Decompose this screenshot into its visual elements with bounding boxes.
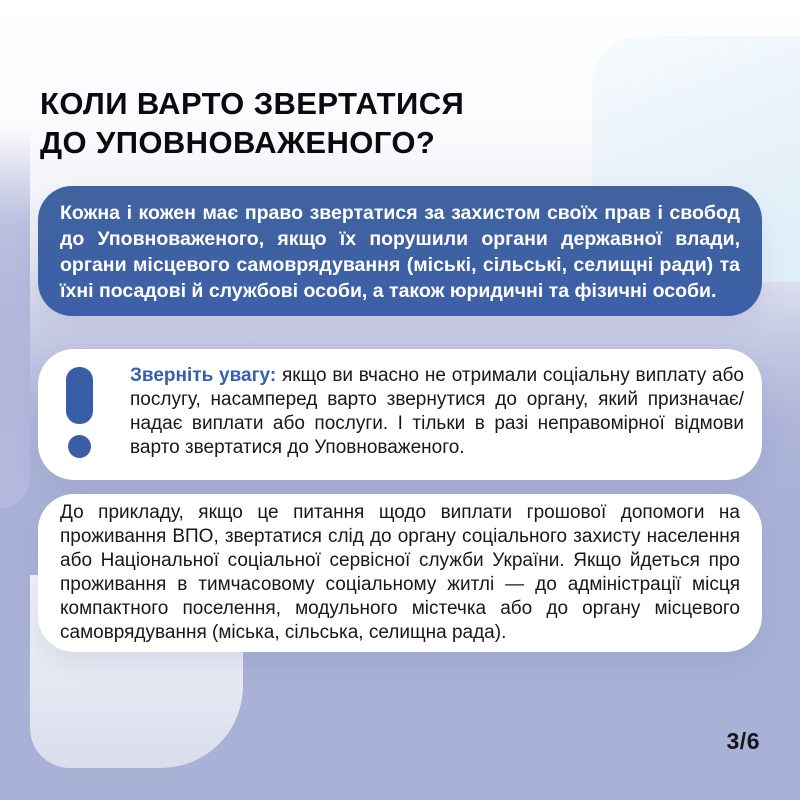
page-title [40, 84, 464, 162]
exclamation-dot [68, 435, 91, 458]
page-title-line1: КОЛИ ВАРТО ЗВЕРТАТИСЯ [40, 86, 465, 121]
intro-box [38, 186, 762, 316]
left-accent-shape [0, 128, 30, 508]
exclamation-icon [66, 367, 93, 459]
example-box [38, 494, 762, 652]
page-title-line2: ДО УПОВНОВАЖЕНОГО? [40, 125, 436, 160]
intro-text: Кожна і кожен має право звертатися за захистом своїх прав і свобод до Уповноваженого, якщо їх порушили органи державної влади, органи місцевого самоврядування (міські, сільські, селищні ради) та їхні посадові й службові особи, а також юридичні та фізичні особи. [60, 202, 740, 302]
exclamation-bar [66, 367, 93, 424]
attention-body: якщо ви вчасно не отримали соціальну виплату або послугу, насамперед варто звернутися до органу, який призначає/надає виплати або послуги. І тільки в разі неправомірної відмови варто звертатися до Уповноваженого. [130, 365, 745, 458]
attention-box [38, 349, 762, 480]
page-indicator: 3/6 [726, 728, 760, 754]
attention-text [130, 364, 744, 460]
example-text: До прикладу, якщо це питання щодо виплати грошової допомоги на проживання ВПО, звертатися слід до органу соціального захисту населення або Національної соціальної сервісної служби України. Якщо йдеться про проживання в тимчасовому соціальному житлі — до адміністрації місця компактного поселення, модульного містечка або до органу місцевого самоврядування (міська, сільська, селищна рада). [60, 502, 740, 643]
attention-label: Зверніть увагу: [130, 365, 277, 386]
